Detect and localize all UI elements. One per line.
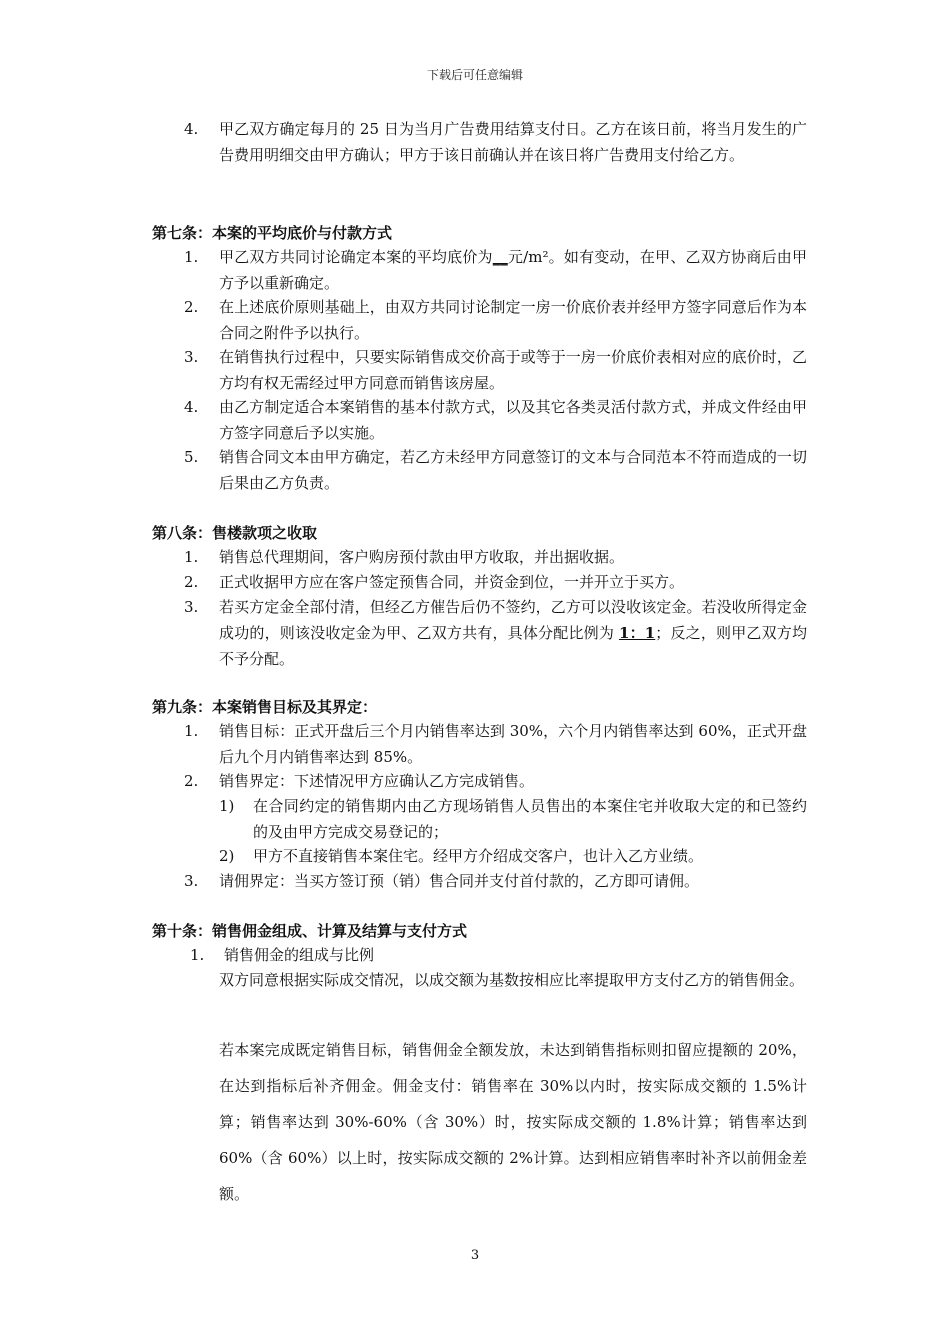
list-item-text: 由乙方制定适合本案销售的基本付款方式，以及其它各类灵活付款方式，并成文件经由甲方签字同意后予以实施。: [219, 398, 807, 442]
list-number: 5.: [184, 448, 199, 466]
list-number: 1.: [184, 548, 199, 566]
list-number: 1.: [190, 946, 205, 964]
list-item-text: 销售目标：正式开盘后三个月内销售率达到 30%，六个月内销售率达到 60%，正式开盘后九个月内销售率达到 85%。: [219, 722, 807, 766]
price-blank: __: [492, 248, 508, 266]
list-item-text: 甲乙双方确定每月的 25 日为当月广告费用结算支付日。乙方在该日前，将当月发生的广告费用明细交由甲方确认；甲方于该日前确认并在该日将广告费用支付给乙方。: [219, 120, 807, 164]
list-item-text: 在销售执行过程中，只要实际销售成交价高于或等于一房一价底价表相对应的底价时，乙方均有权无需经过甲方同意而销售该房屋。: [219, 348, 807, 392]
list-number: 3.: [184, 598, 199, 616]
article-7-heading: 第七条：本案的平均底价与付款方式: [152, 224, 393, 242]
list-number: 1.: [184, 722, 199, 740]
text-segment: 元/m²。如有变动，在甲、乙双方协商后由甲方予以重新确定。: [219, 248, 807, 292]
list-item-text: 销售合同文本由甲方确定，若乙方未经甲方同意签订的文本与合同范本不符而造成的一切后果由乙方负责。: [219, 448, 807, 492]
list-item-text: 销售总代理期间，客户购房预付款由甲方收取，并出据收据。: [219, 548, 625, 566]
list-item-title: 销售佣金的组成与比例: [224, 946, 375, 964]
page-header: 下载后可任意编辑: [426, 68, 523, 82]
list-number: 4.: [184, 398, 199, 416]
text-segment: 若买方定金全部付清，但经乙方催告后仍不签约，乙方可以没收该定金。若没收所得定金成功的，则该没收定金为甲、乙双方共有，具体分配比例为: [219, 598, 807, 642]
list-item-text: 在上述底价原则基础上，由双方共同讨论制定一房一价底价表并经甲方签字同意后作为本合同之附件予以执行。: [219, 298, 807, 342]
sublist-number: 1): [219, 797, 235, 815]
list-item-text: 正式收据甲方应在客户签定预售合同，并资金到位，一并开立于买方。: [219, 573, 685, 591]
article-9-heading: 第九条：本案销售目标及其界定：: [152, 698, 378, 716]
paragraph: 双方同意根据实际成交情况，以成交额为基数按相应比率提取甲方支付乙方的销售佣金。: [219, 971, 805, 989]
list-item-text: [219, 244, 807, 296]
text-segment: ；反之，则甲乙双方均不予分配。: [219, 624, 807, 668]
list-number: 1.: [184, 248, 199, 266]
text-segment: 甲乙双方共同讨论确定本案的平均底价为: [219, 248, 493, 266]
page-number: 3: [470, 1248, 480, 1263]
list-number: 3.: [184, 872, 199, 890]
list-item-text: 请佣界定：当买方签订预（销）售合同并支付首付款的，乙方即可请佣。: [219, 872, 700, 890]
list-number: 3.: [184, 348, 199, 366]
article-8-heading: 第八条：售楼款项之收取: [152, 524, 318, 542]
list-item-text: 销售界定：下述情况甲方应确认乙方完成销售。: [219, 772, 535, 790]
paragraph: 若本案完成既定销售目标，销售佣金全额发放，未达到销售指标则扣留应提额的 20%，在达到指标后补齐佣金。佣金支付：销售率在 30%以内时，按实际成交额的 1.5%计算；销售率达到 30%-60%（含 30%）时，按实际成交额的 1.8%计算；销售率达到 60%（含 60%）以上时，按实际成交额的 2%计算。达到相应销售率时补齐以前佣金差额。: [219, 1041, 807, 1203]
list-number: 2.: [184, 298, 199, 316]
article-10-heading: 第十条：销售佣金组成、计算及结算与支付方式: [152, 922, 468, 940]
list-number: 2.: [184, 573, 199, 591]
sublist-item-text: 甲方不直接销售本案住宅。经甲方介绍成交客户，也计入乙方业绩。: [253, 847, 704, 865]
list-item-text: [219, 594, 807, 672]
list-number: 2.: [184, 772, 199, 790]
ratio-value: 1：1: [618, 624, 656, 642]
sublist-number: 2): [219, 847, 235, 865]
list-number: 4.: [184, 120, 199, 138]
sublist-item-text: 在合同约定的销售期内由乙方现场销售人员售出的本案住宅并收取大定的和已签约的及由甲方完成交易登记的；: [253, 797, 807, 841]
